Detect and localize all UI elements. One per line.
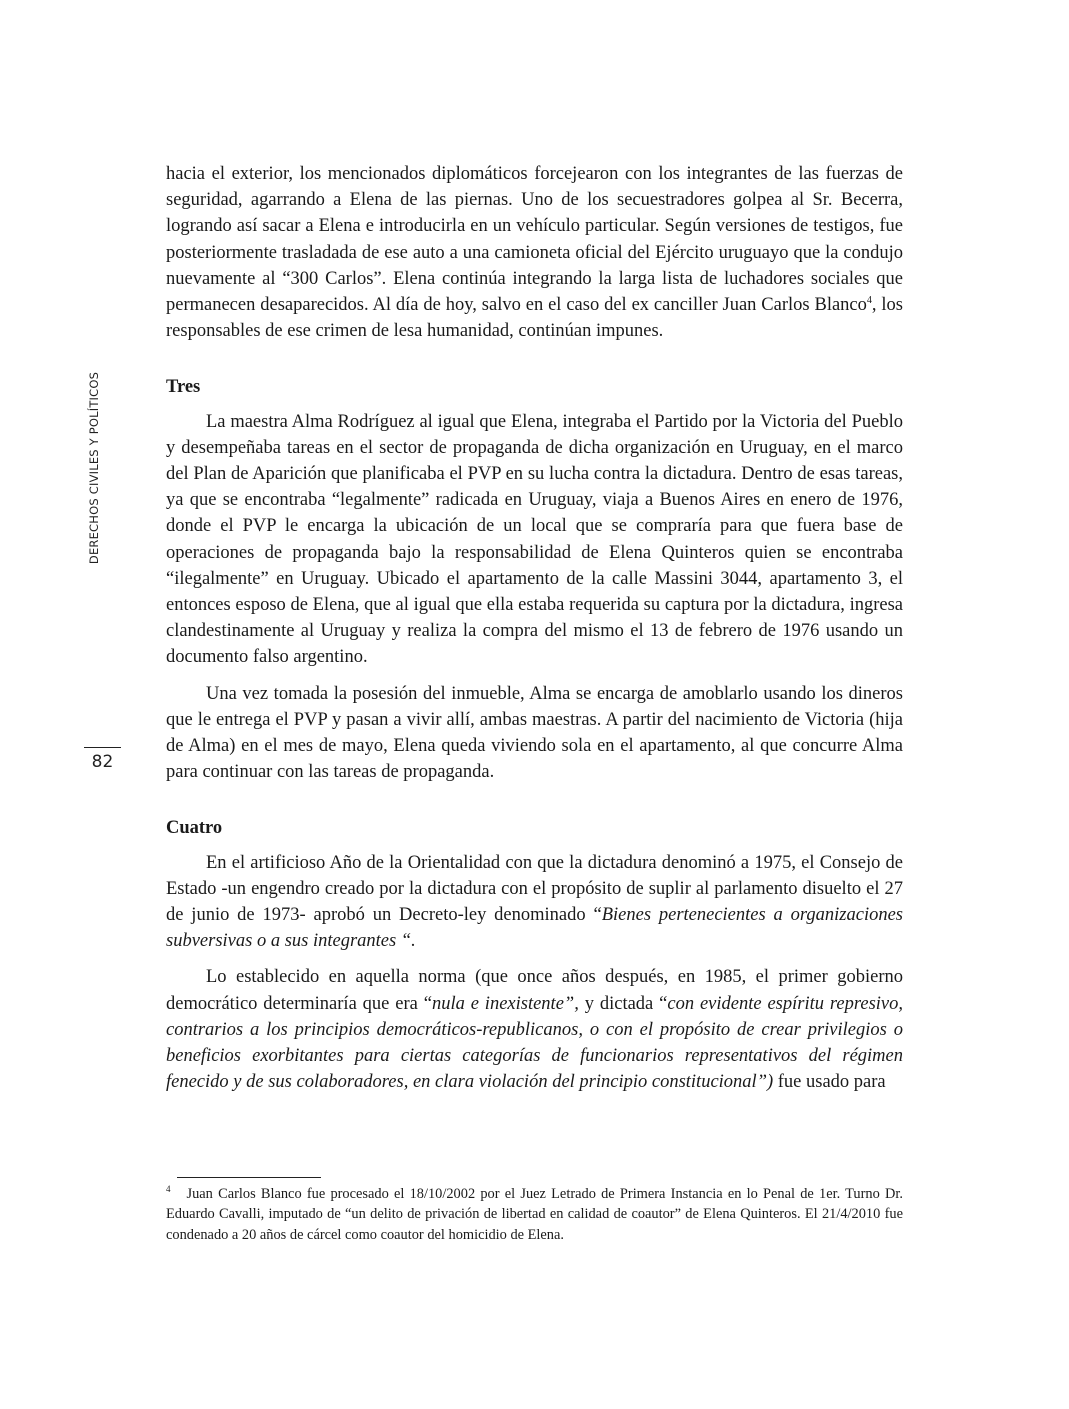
section-heading-cuatro: Cuatro: [166, 818, 223, 839]
footnote-rule: [177, 1177, 321, 1178]
footnote: [166, 1184, 903, 1245]
page-number: 82: [91, 752, 114, 772]
paragraph-norma: [166, 964, 903, 1095]
paragraph-decreto: [166, 850, 903, 955]
footnote-text: Juan Carlos Blanco fue procesado el 18/10/2002 por el Juez Letrado de Primera Instancia en lo Penal de 1er. Turno Dr. Eduardo Cavalli, imputado de “un delito de privación de libertad en calidad de coautor” de Elena Quinteros. El 21/4/2010 fue condenado a 20 años de cárcel como coautor del homicidio de Elena.: [166, 1186, 903, 1243]
paragraph-text: En el artificioso Año de la Orientalidad con que la dictadura denominó a 1975, el Consejo de Estado -un engendro creado por la dictadura con el propósito de suplir al parlamento disuelto el 27 de junio de 1973- aprobó un Decreto-ley denominado “: [166, 852, 903, 926]
paragraph-text: fue usado para: [773, 1072, 886, 1093]
paragraph-text: hacia el exterior, los mencionados diplomáticos forcejearon con los integrantes de las fuerzas de seguridad, agarrando a Elena de las piernas. Uno de los secuestradores golpea al Sr. Becerra, logrando así sacar a Elena e introducirla en un vehículo particular. Según versiones de testigos, fue posteriormente trasladada de ese auto a una camioneta oficial del Ejército uruguayo que la condujo nuevamente al “300 Carlos”. Elena continúa integrando la larga lista de luchadores sociales que permanecen desaparecidos. Al día de hoy, salvo en el caso del ex canciller Juan Carlos Blanco: [166, 164, 903, 316]
footnote-reference: 4: [866, 294, 872, 306]
italic-text: Bienes pertenecientes a organizaciones subversivas o a sus integrantes “.: [166, 905, 903, 952]
page-number-rule: [84, 747, 121, 748]
paragraph-text: y dictada “: [578, 993, 668, 1014]
running-head-text: DERECHOS CIVILES Y POLÍTICOS: [87, 371, 101, 565]
footnote-number: 4: [166, 1184, 171, 1195]
main-text: [166, 161, 903, 1096]
paragraph-continuation: [166, 161, 903, 344]
paragraph-inmueble: Una vez tomada la posesión del inmueble, Alma se encarga de amoblarlo usando los dineros que le entrega el PVP y pasan a vivir allí, ambas maestras. A partir del nacimiento de Victoria (hija de Alma) en el mes de mayo, Elena queda viviendo sola en el apartamento, al que concurre Alma para continuar con las tareas de propaganda.: [166, 683, 903, 783]
italic-text: con evidente espíritu represivo, contrarios a los principios democráticos-republicanos, o con el propósito de crear privilegios o beneficios exorbitantes para ciertas categorías de funcionarios representativos del régimen fenecido y de sus colaboradores, en clara violación del principio constitucional”): [166, 993, 903, 1093]
paragraph-text: , los responsables de ese crimen de lesa humanidad, continúan impunes.: [166, 295, 903, 342]
paragraph-text: Lo establecido en aquella norma (que once años después, en 1985, el primer gobierno democrático determinaría que era “: [166, 967, 903, 1014]
paragraph-alma: La maestra Alma Rodríguez al igual que Elena, integraba el Partido por la Victoria del Pueblo y desempeñaba tareas en el sector de propaganda de dicha organización en Uruguay, en el marco del Plan de Aparición que planificaba el PVP en su lucha contra la dictadura. Dentro de esas tareas, ya que se encontraba “legalmente” radicada en Uruguay, viaja a Buenos Aires en enero de 1976, donde el PVP le encarga la ubicación de un local que se compraría para que fuera base de operaciones de propaganda bajo la responsabilidad de Elena Quinteros quien se encontraba “ilegalmente” en Uruguay. Ubicado el apartamento de la calle Massini 3044, apartamento 3, el entonces esposo de Elena, que al igual que ella estaba requerida su captura por la dictadura, ingresa clandestinamente al Uruguay y realiza la compra del mismo el 13 de febrero de 1976 usando un documento falso argentino.: [166, 411, 903, 668]
italic-text: nula e inexistente”,: [431, 993, 579, 1014]
side-running-head: [84, 372, 104, 564]
section-heading-tres: Tres: [166, 377, 201, 398]
